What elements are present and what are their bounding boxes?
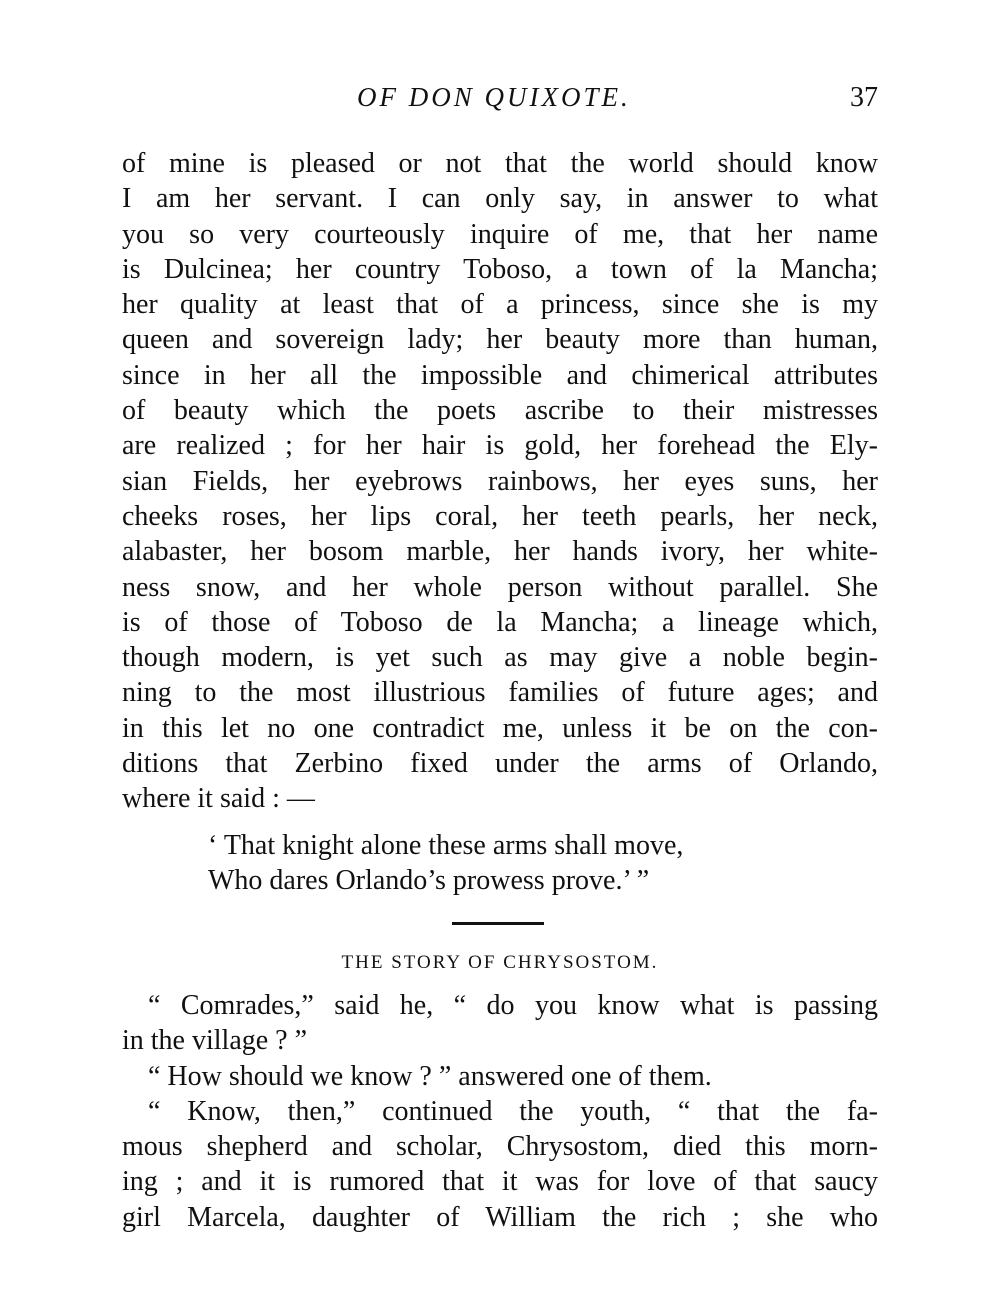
running-head	[122, 82, 878, 118]
text-line: is of those of Toboso de la Mancha; a lineage which,	[122, 606, 878, 638]
text-line: of mine is pleased or not that the world should know	[122, 148, 878, 179]
text-line: sian Fields, her eyebrows rainbows, her eyes suns, her	[122, 465, 878, 497]
section-heading: THE STORY OF CHRYSOSTOM.	[341, 952, 659, 973]
text-line: queen and sovereign lady; her beauty more than human,	[122, 324, 878, 356]
page-number: 37	[850, 82, 878, 113]
text-line: where it said : —	[122, 783, 315, 815]
text-line: are realized ; for her hair is gold, her forehead the Ely-	[122, 430, 878, 462]
verse-line: Who dares Orlando’s prowess prove.’ ”	[208, 865, 650, 896]
text-line: ditions that Zerbino fixed under the arms of Orlando,	[122, 748, 878, 780]
text-line: of beauty which the poets ascribe to their mistresses	[122, 395, 878, 427]
text-line: I am her servant. I can only say, in answer to what	[122, 183, 878, 215]
text-line: since in her all the impossible and chimerical attributes	[122, 359, 878, 391]
verse-quotation	[208, 828, 683, 898]
text-line: ness snow, and her whole person without parallel. She	[122, 571, 878, 603]
text-line: is Dulcinea; her country Toboso, a town of la Mancha;	[122, 253, 878, 285]
text-line: cheeks roses, her lips coral, her teeth pearls, her neck,	[122, 500, 878, 532]
text-line: in this let no one contradict me, unless it be on the con-	[122, 712, 878, 744]
text-line: ning to the most illustrious families of future ages; and	[122, 677, 878, 709]
text-line: alabaster, her bosom marble, her hands ivory, her white-	[122, 536, 878, 568]
running-title: OF DON QUIXOTE.	[357, 82, 631, 112]
text-line: though modern, is yet such as may give a noble begin-	[122, 642, 878, 674]
text-line: “ Know, then,” continued the youth, “ that the fa-	[148, 1095, 878, 1127]
text-line: in the village ? ”	[122, 1025, 308, 1057]
text-line: “ Comrades,” said he, “ do you know what is passing	[148, 990, 878, 1021]
text-line: ing ; and it is rumored that it was for love of that saucy	[122, 1166, 878, 1198]
story-paragraphs	[122, 988, 878, 1235]
verse-line: ‘ That knight alone these arms shall move,	[208, 830, 684, 861]
text-line: “ How should we know ? ” answered one of them.	[148, 1060, 712, 1092]
text-line: mous shepherd and scholar, Chrysostom, died this morn-	[122, 1131, 878, 1163]
body-paragraph	[122, 146, 878, 817]
text-line: girl Marcela, daughter of William the rich ; she who	[122, 1201, 878, 1233]
section-divider-rule	[452, 922, 544, 925]
text-line: you so very courteously inquire of me, that her name	[122, 218, 878, 250]
text-line: her quality at least that of a princess, since she is my	[122, 289, 878, 321]
